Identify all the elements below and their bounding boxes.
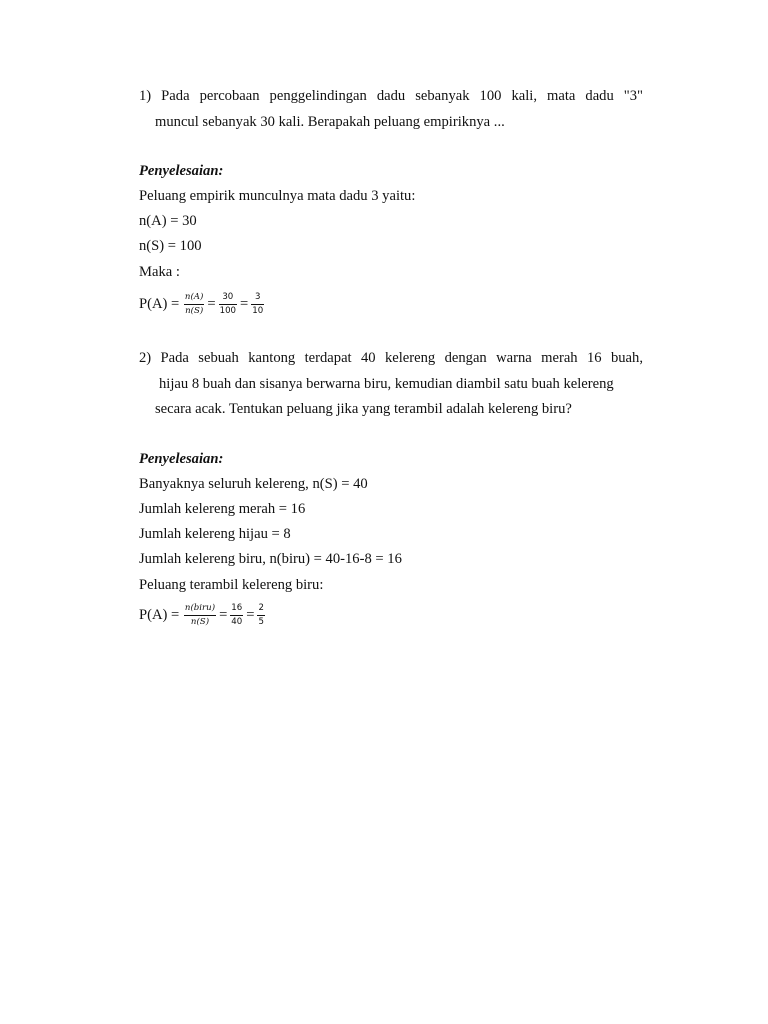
formula-lhs: P(A) = bbox=[139, 606, 180, 623]
fraction-3-over-10 bbox=[251, 292, 264, 317]
problem2-question-line1: 2) Pada sebuah kantong terdapat 40 kelereng dengan warna merah 16 buah, bbox=[139, 350, 643, 366]
fraction-numerator: 16 bbox=[230, 603, 243, 616]
problem2-question-line3: secara acak. Tentukan peluang jika yang terambil adalah kelereng biru? bbox=[155, 401, 572, 417]
problem1-solution-heading: Penyelesaian: bbox=[139, 163, 224, 179]
equals-sign: = bbox=[240, 295, 249, 312]
problem1-question-line2: muncul sebanyak 30 kali. Berapakah peluang empiriknya ... bbox=[155, 114, 505, 130]
problem2-step5: Peluang terambil kelereng biru: bbox=[139, 577, 324, 593]
problem2-step2: Jumlah kelereng merah = 16 bbox=[139, 501, 306, 517]
problem1-step4: Maka : bbox=[139, 264, 180, 280]
fraction-numerator: n(A) bbox=[184, 292, 204, 305]
problem2-question-line2: hijau 8 buah dan sisanya berwarna biru, kemudian diambil satu buah kelereng bbox=[159, 376, 614, 392]
fraction-nbiru-over-nS bbox=[184, 603, 216, 628]
fraction-16-over-40 bbox=[230, 603, 243, 628]
fraction-denominator: 100 bbox=[219, 306, 237, 316]
fraction-30-over-100 bbox=[219, 292, 237, 317]
fraction-numerator: n(biru) bbox=[184, 603, 216, 616]
fraction-denominator: n(S) bbox=[190, 617, 210, 627]
equals-sign: = bbox=[207, 295, 216, 312]
fraction-numerator: 30 bbox=[219, 292, 237, 305]
problem1-step1: Peluang empirik munculnya mata dadu 3 yaitu: bbox=[139, 188, 416, 204]
problem2-formula bbox=[139, 603, 266, 628]
fraction-denominator: n(S) bbox=[185, 306, 204, 316]
fraction-denominator: 5 bbox=[258, 617, 264, 627]
problem2-step1: Banyaknya seluruh kelereng, n(S) = 40 bbox=[139, 476, 368, 492]
fraction-2-over-5 bbox=[257, 603, 264, 628]
fraction-numerator: 2 bbox=[257, 603, 264, 616]
equals-sign: = bbox=[219, 606, 228, 623]
problem1-formula bbox=[139, 292, 265, 317]
problem2-step4: Jumlah kelereng biru, n(biru) = 40-16-8 = 16 bbox=[139, 551, 402, 567]
problem1-step3: n(S) = 100 bbox=[139, 238, 202, 254]
fraction-nA-over-nS bbox=[184, 292, 204, 317]
formula-lhs: P(A) = bbox=[139, 295, 180, 312]
problem2-step3: Jumlah kelereng hijau = 8 bbox=[139, 526, 291, 542]
fraction-denominator: 40 bbox=[231, 617, 243, 627]
problem1-question-line1: 1) Pada percobaan penggelindingan dadu sebanyak 100 kali, mata dadu "3" bbox=[139, 88, 643, 104]
fraction-numerator: 3 bbox=[251, 292, 264, 305]
problem1-step2: n(A) = 30 bbox=[139, 213, 197, 229]
fraction-denominator: 10 bbox=[252, 306, 264, 316]
problem2-solution-heading: Penyelesaian: bbox=[139, 451, 224, 467]
equals-sign: = bbox=[246, 606, 255, 623]
